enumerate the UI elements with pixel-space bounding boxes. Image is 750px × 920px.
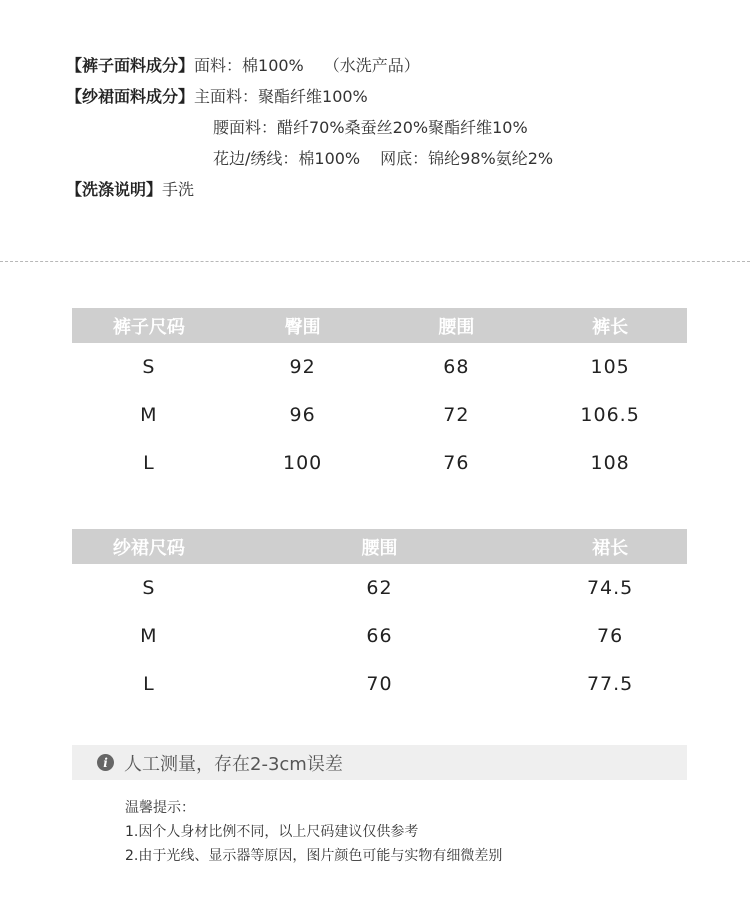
header-skirt-length: 裙长 [533, 529, 687, 564]
pants-table-header [72, 308, 687, 343]
table-row [72, 439, 687, 487]
length-cell: 76 [597, 625, 624, 647]
length-cell: 106.5 [580, 404, 640, 426]
waist-cell: 70 [366, 673, 393, 695]
wash-row [66, 174, 553, 205]
hip-cell: 96 [289, 404, 316, 426]
header-skirt-size: 纱裙尺码 [72, 529, 226, 564]
table-row [72, 612, 687, 660]
skirt-waist-fabric: 腰面料：醋纤70%桑蚕丝20%聚酯纤维10% [213, 118, 528, 137]
length-cell: 105 [590, 356, 630, 378]
waist-cell: 62 [366, 577, 393, 599]
skirt-fabric-row [66, 81, 553, 112]
wash-label: 【洗涤说明】 [66, 180, 163, 199]
size-cell: M [140, 625, 158, 647]
dashed-divider [0, 261, 750, 262]
waist-cell: 76 [443, 452, 470, 474]
table-row [72, 343, 687, 391]
measurement-note [72, 745, 687, 780]
pants-fabric-value: 面料：棉100% [194, 56, 304, 75]
skirt-size-table [72, 529, 687, 708]
pants-fabric-label: 【裤子面料成分】 [66, 56, 195, 75]
measurement-note-text: 人工测量，存在2-3cm误差 [124, 753, 343, 775]
tips-title: 温馨提示： [125, 800, 195, 816]
pants-fabric-note: （水洗产品） [323, 56, 420, 75]
header-pants-length: 裤长 [533, 308, 687, 343]
size-cell: L [143, 452, 155, 474]
skirt-lace-fabric: 花边/绣线：棉100% [213, 149, 361, 168]
skirt-lace-row [66, 143, 553, 174]
table-row [72, 564, 687, 612]
list-item: 2.由于光线、显示器等原因，图片颜色可能与实物有细微差别 [125, 848, 503, 864]
skirt-mesh-fabric: 网底：锦纶98%氨纶2% [380, 149, 554, 168]
hip-cell: 92 [289, 356, 316, 378]
length-cell: 108 [590, 452, 630, 474]
info-icon: i [97, 754, 114, 771]
size-cell: S [142, 356, 156, 378]
header-hip: 臀围 [226, 308, 380, 343]
waist-cell: 72 [443, 404, 470, 426]
header-pants-size: 裤子尺码 [72, 308, 226, 343]
pants-size-table [72, 308, 687, 487]
skirt-fabric-label: 【纱裙面料成分】 [66, 87, 195, 106]
table-row [72, 660, 687, 708]
skirt-table-header [72, 529, 687, 564]
length-cell: 74.5 [586, 577, 634, 599]
list-item: 1.因个人身材比例不同，以上尺码建议仅供参考 [125, 824, 419, 840]
wash-value: 手洗 [162, 180, 195, 199]
header-waist: 腰围 [226, 529, 534, 564]
waist-cell: 66 [366, 625, 393, 647]
fabric-composition [66, 50, 553, 205]
header-waist: 腰围 [380, 308, 534, 343]
size-cell: S [142, 577, 156, 599]
warm-tips [125, 796, 502, 868]
pants-fabric-row [66, 50, 553, 81]
skirt-main-fabric: 主面料：聚酯纤维100% [194, 87, 368, 106]
skirt-waist-row [66, 112, 553, 143]
table-row [72, 391, 687, 439]
size-cell: L [143, 673, 155, 695]
length-cell: 77.5 [586, 673, 634, 695]
waist-cell: 68 [443, 356, 470, 378]
hip-cell: 100 [282, 452, 323, 474]
size-cell: M [140, 404, 158, 426]
